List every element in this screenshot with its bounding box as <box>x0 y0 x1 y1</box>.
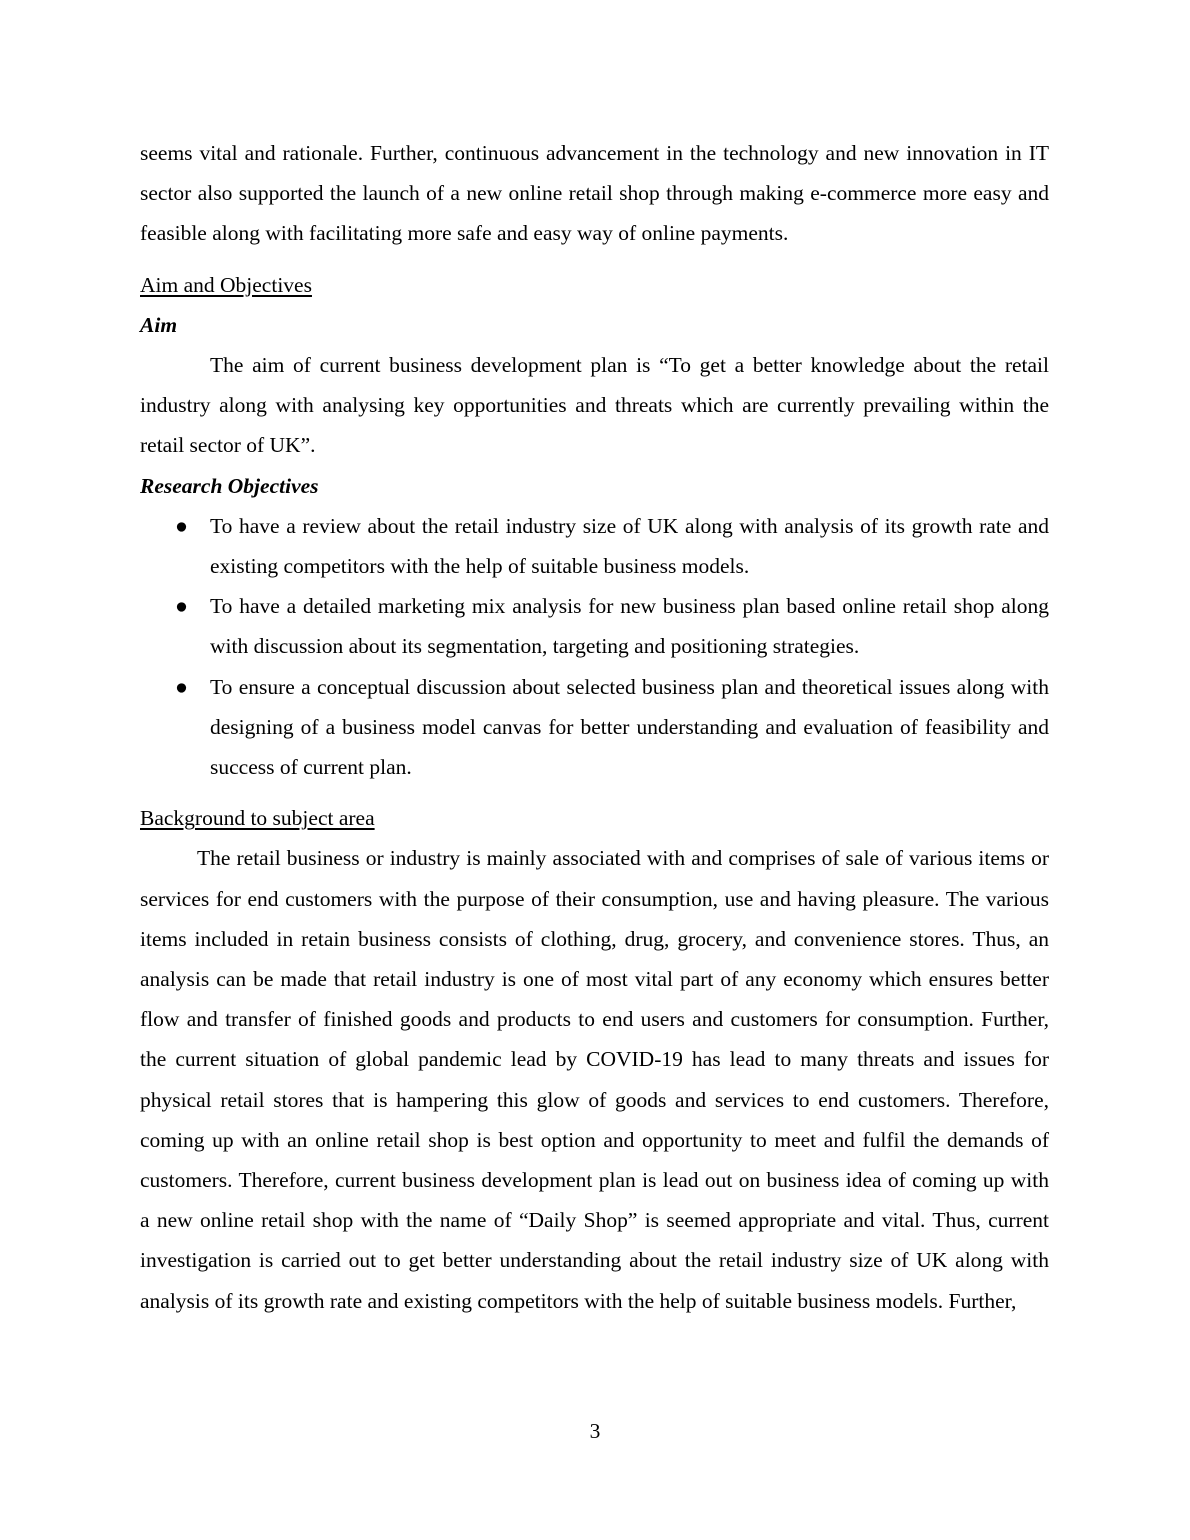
aim-heading: Aim <box>140 312 178 337</box>
objective-text: To have a review about the retail industry size of UK along with analysis of its growth rate and existing competitors with the help of suitable business models. <box>210 513 1049 579</box>
aim-objectives-heading: Aim and Objectives <box>140 272 312 297</box>
background-paragraph: The retail business or industry is mainly associated with and comprises of sale of various items or services for end customers with the purpose of their consumption, use and having pleasure. The various items included in retain business consists of clothing, drug, grocery, and convenience stores. Thus, an analysis can be made that retail industry is one of most vital part of any economy which ensures better flow and transfer of finished goods and products to end users and customers for consumption. Further, the current situation of global pandemic lead by COVID-19 has lead to many threats and issues for physical retail stores that is hampering this glow of goods and services to end customers. Therefore, coming up with an online retail shop is best option and opportunity to meet and fulfil the demands of customers. Therefore, current business development plan is lead out on business idea of coming up with a new online retail shop with the name of “Daily Shop” is seemed appropriate and vital. Thus, current investigation is carried out to get better understanding about the retail industry size of UK along with analysis of its growth rate and existing competitors with the help of suitable business models. Further, <box>140 846 1049 1313</box>
intro-paragraph: seems vital and rationale. Further, continuous advancement in the technology and new innovation in IT sector also supported the launch of a new online retail shop through making e-commerce more easy and feasible along with facilitating more safe and easy way of online payments. <box>140 141 1049 246</box>
bullet-icon: ● <box>175 513 188 538</box>
research-objectives-heading: Research Objectives <box>140 473 319 498</box>
page-number: 3 <box>589 1419 601 1443</box>
list-item <box>140 586 1049 666</box>
aim-paragraph: The aim of current business development plan is “To get a better knowledge about the retail industry along with analysing key opportunities and threats which are currently prevailing within the retail sector of UK”. <box>140 353 1049 458</box>
list-item <box>140 667 1049 788</box>
research-objectives-list <box>140 506 1049 787</box>
list-item <box>140 506 1049 586</box>
objective-text: To ensure a conceptual discussion about selected business plan and theoretical issues along with designing of a business model canvas for better understanding and evaluation of feasibility and success of current plan. <box>210 674 1049 780</box>
bullet-icon: ● <box>175 594 188 619</box>
objective-text: To have a detailed marketing mix analysis for new business plan based online retail shop along with discussion about its segmentation, targeting and positioning strategies. <box>210 594 1049 659</box>
document-page <box>140 133 1049 1321</box>
background-heading: Background to subject area <box>140 806 375 831</box>
bullet-icon: ● <box>175 674 188 699</box>
